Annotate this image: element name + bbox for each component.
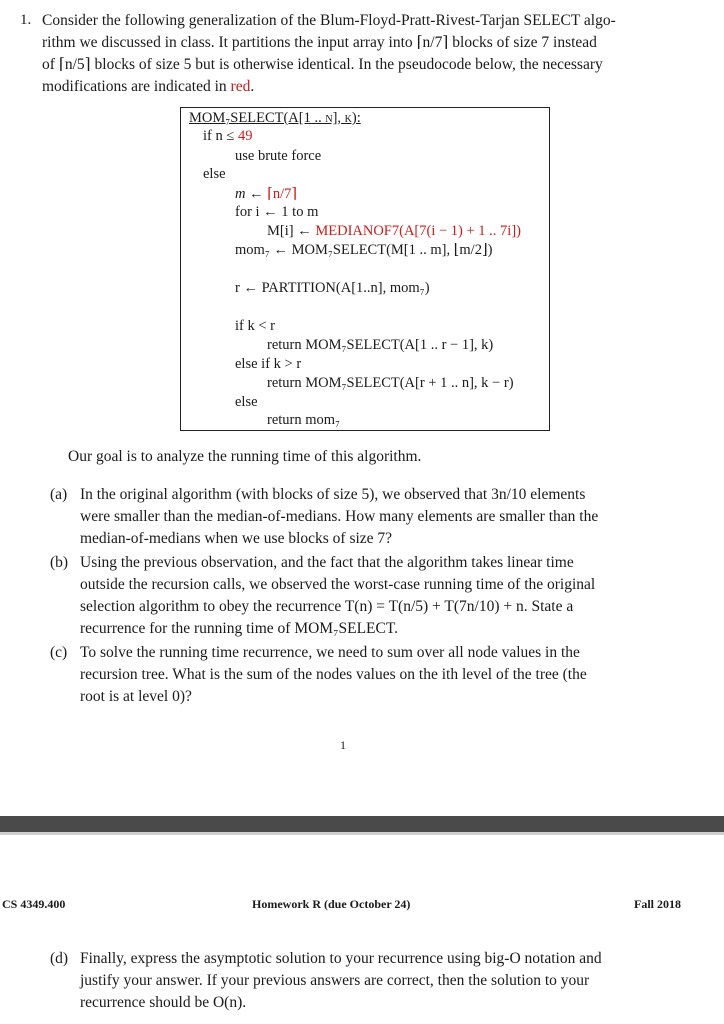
part-a-line-1: In the original algorithm (with blocks of size 5), we observed that 3n/10 elements <box>80 486 586 503</box>
algo-return-3: return mom₇ <box>267 412 341 428</box>
goal-statement: Our goal is to analyze the running time of this algorithm. <box>68 448 422 465</box>
part-b-line-1: Using the previous observation, and the fact that the algorithm takes linear time <box>80 554 574 571</box>
part-c-line-2: recursion tree. What is the sum of the nodes values on the ith level of the tree (the <box>80 666 587 683</box>
algo-elseif: else if k > r <box>235 356 302 372</box>
algo-return-1: return MOM₇SELECT(A[1 .. r − 1], k) <box>267 337 494 353</box>
part-b-line-4: recurrence for the running time of MOM₇SELECT. <box>80 620 399 637</box>
algo-header: MOM₇SELECT(A[1 .. n], k): <box>189 110 361 126</box>
algo-else-2: else <box>235 394 258 410</box>
question-text <box>42 10 692 98</box>
part-d-line-1: Finally, express the asymptotic solution to your recurrence using big-O notation and <box>80 950 602 967</box>
algo-m-assign: m ← ⌈n/7⌉ <box>235 186 298 202</box>
algo-else-1: else <box>203 166 226 182</box>
part-c-line-3: root is at level 0)? <box>80 688 192 705</box>
part-c-line-1: To solve the running time recurrence, we need to sum over all node values in the <box>80 644 580 661</box>
part-b-line-3: selection algorithm to obey the recurrence T(n) = T(n/5) + T(7n/10) + n. State a <box>80 598 574 615</box>
part-d-line-2: justify your answer. If your previous answers are correct, then the solution to your <box>80 972 590 989</box>
algo-if-k-lt-r: if k < r <box>235 318 275 334</box>
question-line-4: modifications are indicated in red. <box>42 78 255 95</box>
algo-partition-line: r ← PARTITION(A[1..n], mom₇) <box>235 280 430 296</box>
part-c-label: (c) <box>50 644 68 661</box>
algo-if-line: if n ≤ 49 <box>203 128 253 144</box>
question-line-1: Consider the following generalization of the Blum-Floyd-Pratt-Rivest-Tarjan SELECT algo- <box>42 12 616 29</box>
page-two <box>0 835 724 1024</box>
question-number: 1. <box>20 12 32 28</box>
algo-return-2: return MOM₇SELECT(A[r + 1 .. n], k − r) <box>267 375 514 391</box>
page-number: 1 <box>340 738 346 752</box>
question-line-2: rithm we discussed in class. It partitions the input array into ⌈n/7⌉ blocks of size 7 instead <box>42 34 597 51</box>
question-line-3: of ⌈n/5⌉ blocks of size 5 but is otherwise identical. In the pseudocode below, the necessary <box>42 56 603 73</box>
red-word: red <box>230 78 251 95</box>
part-a-label: (a) <box>50 486 68 503</box>
homework-title: Homework R (due October 24) <box>252 897 411 911</box>
part-a-line-3: median-of-medians when we use blocks of size 7? <box>80 530 393 547</box>
part-a-line-2: were smaller than the median-of-medians. How many elements are smaller than the <box>80 508 599 525</box>
part-b-line-2: outside the recursion calls, we observed the worst-case running time of the original <box>80 576 596 593</box>
pseudocode-box <box>180 107 550 431</box>
semester: Fall 2018 <box>634 897 681 911</box>
algo-median-line: M[i] ← MEDIANOF7(A[7(i − 1) + 1 .. 7i]) <box>267 223 521 239</box>
part-b-label: (b) <box>50 554 69 571</box>
algo-brute-force: use brute force <box>235 148 322 164</box>
algo-mom-line: mom₇ ← MOM₇SELECT(M[1 .. m], ⌊m/2⌋) <box>235 242 493 258</box>
course-code: CS 4349.400 <box>2 897 66 911</box>
algo-for-line: for i ← 1 to m <box>235 204 319 220</box>
part-d-line-3: recurrence should be O(n). <box>80 994 247 1011</box>
page-separator <box>0 816 724 832</box>
part-d-label: (d) <box>50 950 69 967</box>
